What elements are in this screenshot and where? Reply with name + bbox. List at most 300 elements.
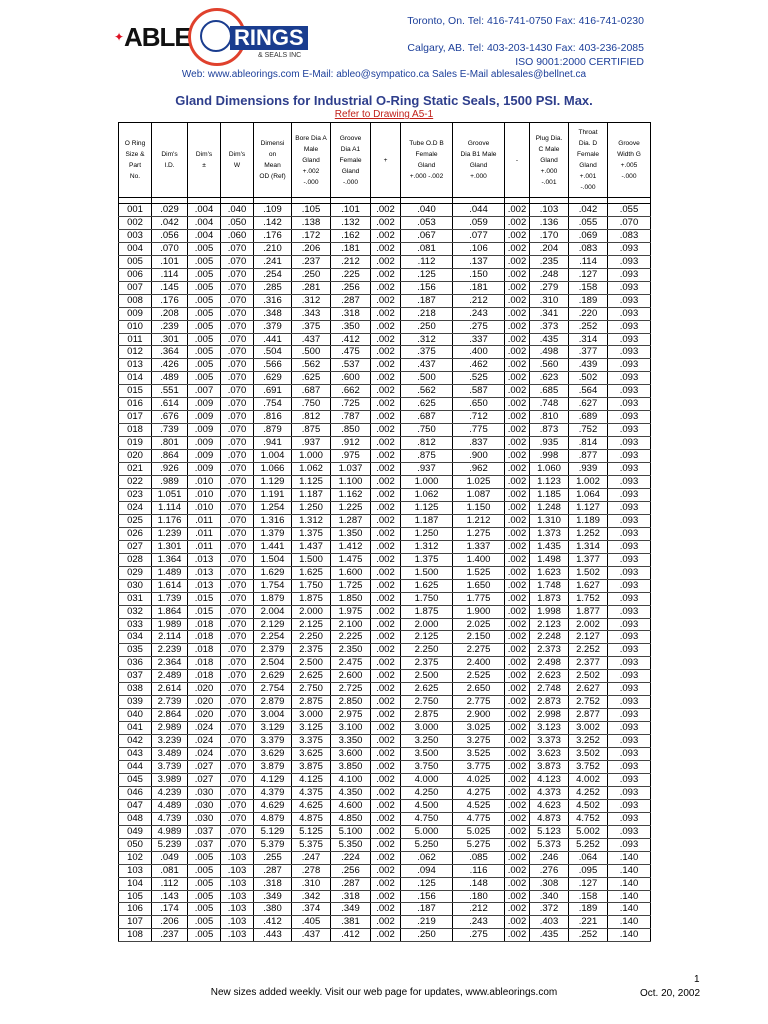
table-cell: .070 — [221, 450, 254, 463]
table-cell: .412 — [331, 929, 371, 942]
table-cell: 3.002 — [569, 722, 608, 735]
table-cell: .081 — [401, 242, 453, 255]
table-cell: 042 — [119, 735, 152, 748]
table-cell: 5.129 — [254, 825, 292, 838]
table-cell: 4.252 — [569, 786, 608, 799]
table-cell: 2.748 — [530, 683, 569, 696]
table-cell: .070 — [221, 527, 254, 540]
table-cell: .011 — [188, 514, 221, 527]
table-cell: 1.725 — [331, 579, 371, 592]
table-cell: 3.502 — [569, 748, 608, 761]
table-cell: .070 — [221, 501, 254, 514]
table-cell: .158 — [569, 890, 608, 903]
table-cell: .103 — [221, 903, 254, 916]
table-cell: 3.775 — [453, 760, 505, 773]
table-cell: .002 — [371, 398, 401, 411]
table-cell: .662 — [331, 385, 371, 398]
table-cell: .093 — [608, 307, 651, 320]
table-cell: .002 — [371, 216, 401, 229]
table-cell: .206 — [152, 916, 188, 929]
table-cell: 1.000 — [292, 450, 331, 463]
table-cell: .002 — [505, 333, 530, 346]
table-cell: 1.441 — [254, 540, 292, 553]
table-cell: .083 — [569, 242, 608, 255]
table-cell: .002 — [371, 786, 401, 799]
table-cell: 1.037 — [331, 463, 371, 476]
table-cell: .350 — [331, 320, 371, 333]
table-cell: .002 — [505, 877, 530, 890]
table-cell: .002 — [371, 488, 401, 501]
table-cell: .562 — [401, 385, 453, 398]
table-cell: .208 — [152, 307, 188, 320]
table-cell: .002 — [371, 890, 401, 903]
table-cell: .256 — [331, 864, 371, 877]
table-cell: 1.750 — [292, 579, 331, 592]
table-cell: 1.752 — [569, 592, 608, 605]
table-cell: 035 — [119, 644, 152, 657]
table-cell: .002 — [505, 929, 530, 942]
table-cell: 1.337 — [453, 540, 505, 553]
table-cell: .206 — [292, 242, 331, 255]
table-cell: .566 — [254, 359, 292, 372]
table-cell: 2.129 — [254, 618, 292, 631]
table-cell: .002 — [505, 463, 530, 476]
table-cell: .002 — [371, 553, 401, 566]
table-cell: .005 — [188, 851, 221, 864]
table-cell: .337 — [453, 333, 505, 346]
table-cell: .252 — [569, 320, 608, 333]
table-cell: .002 — [505, 579, 530, 592]
table-cell: .136 — [530, 216, 569, 229]
table-cell: 1.239 — [152, 527, 188, 540]
table-cell: .374 — [292, 903, 331, 916]
table-cell: 1.314 — [569, 540, 608, 553]
table-cell: .140 — [608, 877, 651, 890]
table-cell: 1.375 — [292, 527, 331, 540]
column-header: Dim's ± — [188, 123, 221, 198]
table-cell: 1.989 — [152, 618, 188, 631]
column-header: Plug Dia. C Male Gland +.000 -.001 — [530, 123, 569, 198]
table-cell: 021 — [119, 463, 152, 476]
table-cell: .067 — [401, 229, 453, 242]
table-cell: 1.252 — [569, 527, 608, 540]
table-cell: 4.000 — [401, 773, 453, 786]
table-cell: 2.125 — [292, 618, 331, 631]
table-cell: 102 — [119, 851, 152, 864]
table-cell: .562 — [292, 359, 331, 372]
table-cell: .221 — [569, 916, 608, 929]
table-row — [119, 450, 651, 463]
page-number: 1 — [694, 974, 700, 985]
table-cell: .093 — [608, 670, 651, 683]
table-cell: .093 — [608, 372, 651, 385]
table-cell: .210 — [254, 242, 292, 255]
table-cell: 1.650 — [453, 579, 505, 592]
table-cell: 1.248 — [530, 501, 569, 514]
table-cell: .018 — [188, 631, 221, 644]
table-cell: 1.379 — [254, 527, 292, 540]
table-cell: 2.879 — [254, 696, 292, 709]
table-cell: .002 — [371, 851, 401, 864]
inner-ring-icon — [200, 20, 232, 52]
table-cell: .002 — [505, 488, 530, 501]
table-cell: 1.489 — [152, 566, 188, 579]
table-cell: .103 — [221, 916, 254, 929]
table-cell: .013 — [188, 553, 221, 566]
table-cell: .093 — [608, 825, 651, 838]
table-cell: .030 — [188, 812, 221, 825]
table-row — [119, 398, 651, 411]
table-cell: .002 — [505, 437, 530, 450]
table-cell: .225 — [331, 268, 371, 281]
table-cell: .093 — [608, 255, 651, 268]
table-cell: .081 — [152, 864, 188, 877]
table-cell: .750 — [292, 398, 331, 411]
table-cell: 4.375 — [292, 786, 331, 799]
table-cell: .002 — [505, 618, 530, 631]
table-cell: .093 — [608, 450, 651, 463]
table-cell: .002 — [371, 437, 401, 450]
table-cell: 2.873 — [530, 696, 569, 709]
table-cell: 1.864 — [152, 605, 188, 618]
table-cell: .018 — [188, 644, 221, 657]
table-row — [119, 812, 651, 825]
table-cell: .093 — [608, 501, 651, 514]
drawing-reference-link[interactable]: Refer to Drawing A5-1 — [334, 109, 434, 120]
table-cell: 1.025 — [453, 476, 505, 489]
table-cell: .125 — [401, 877, 453, 890]
table-cell: .725 — [331, 398, 371, 411]
table-cell: .814 — [569, 437, 608, 450]
table-cell: .712 — [453, 411, 505, 424]
table-cell: .002 — [505, 268, 530, 281]
table-cell: .070 — [221, 799, 254, 812]
table-cell: .002 — [505, 644, 530, 657]
table-row — [119, 333, 651, 346]
company-logo — [114, 12, 318, 62]
table-cell: .002 — [505, 760, 530, 773]
table-row — [119, 748, 651, 761]
table-cell: 2.125 — [401, 631, 453, 644]
table-cell: .085 — [453, 851, 505, 864]
table-row — [119, 320, 651, 333]
table-cell: 2.225 — [331, 631, 371, 644]
table-cell: .093 — [608, 488, 651, 501]
table-cell: .042 — [152, 216, 188, 229]
table-cell: .009 — [188, 424, 221, 437]
table-cell: 4.125 — [292, 773, 331, 786]
table-cell: .373 — [530, 320, 569, 333]
table-cell: .005 — [188, 877, 221, 890]
table-cell: .002 — [371, 372, 401, 385]
table-cell: 2.250 — [401, 644, 453, 657]
table-cell: .002 — [505, 657, 530, 670]
table-cell: 3.250 — [401, 735, 453, 748]
table-row — [119, 916, 651, 929]
table-row — [119, 799, 651, 812]
table-cell: 2.629 — [254, 670, 292, 683]
table-cell: .002 — [371, 773, 401, 786]
table-cell: 1.002 — [569, 476, 608, 489]
table-cell: 2.600 — [331, 670, 371, 683]
table-cell: 008 — [119, 294, 152, 307]
table-cell: 3.875 — [292, 760, 331, 773]
table-cell: .093 — [608, 760, 651, 773]
table-cell: .049 — [152, 851, 188, 864]
table-cell: .093 — [608, 527, 651, 540]
column-header: Dim's I.D. — [152, 123, 188, 198]
table-cell: 2.252 — [569, 644, 608, 657]
table-cell: 1.000 — [401, 476, 453, 489]
table-cell: 2.864 — [152, 709, 188, 722]
table-cell: 3.629 — [254, 748, 292, 761]
table-cell: .962 — [453, 463, 505, 476]
table-cell: .070 — [221, 709, 254, 722]
table-cell: 5.379 — [254, 838, 292, 851]
table-cell: .002 — [505, 696, 530, 709]
table-cell: 1.850 — [331, 592, 371, 605]
table-cell: .070 — [221, 748, 254, 761]
table-cell: .070 — [221, 540, 254, 553]
table-cell: .998 — [530, 450, 569, 463]
table-cell: .002 — [371, 333, 401, 346]
table-cell: .748 — [530, 398, 569, 411]
table-cell: 1.004 — [254, 450, 292, 463]
table-cell: .310 — [530, 294, 569, 307]
table-cell: .005 — [188, 255, 221, 268]
table-cell: 003 — [119, 229, 152, 242]
table-cell: .614 — [152, 398, 188, 411]
table-cell: 3.123 — [530, 722, 569, 735]
table-cell: .379 — [254, 320, 292, 333]
table-cell: 106 — [119, 903, 152, 916]
table-cell: .002 — [371, 514, 401, 527]
table-cell: .070 — [221, 268, 254, 281]
table-cell: 4.100 — [331, 773, 371, 786]
table-cell: 1.087 — [453, 488, 505, 501]
table-cell: 1.060 — [530, 463, 569, 476]
table-cell: 1.900 — [453, 605, 505, 618]
table-cell: .439 — [569, 359, 608, 372]
table-cell: 4.625 — [292, 799, 331, 812]
table-cell: 2.877 — [569, 709, 608, 722]
table-cell: .005 — [188, 890, 221, 903]
table-cell: .189 — [569, 903, 608, 916]
table-cell: .002 — [505, 605, 530, 618]
table-cell: 2.004 — [254, 605, 292, 618]
table-cell: .281 — [292, 281, 331, 294]
table-cell: .002 — [505, 385, 530, 398]
table-cell: .256 — [331, 281, 371, 294]
table-cell: 2.625 — [292, 670, 331, 683]
table-cell: .002 — [505, 553, 530, 566]
table-cell: .739 — [152, 424, 188, 437]
table-cell: 2.614 — [152, 683, 188, 696]
table-cell: .002 — [505, 242, 530, 255]
table-cell: .941 — [254, 437, 292, 450]
table-cell: 3.625 — [292, 748, 331, 761]
table-row — [119, 424, 651, 437]
table-cell: .029 — [152, 204, 188, 217]
table-cell: 4.873 — [530, 812, 569, 825]
table-cell: 1.739 — [152, 592, 188, 605]
table-cell: 1.064 — [569, 488, 608, 501]
table-cell: .812 — [401, 437, 453, 450]
table-cell: .015 — [188, 605, 221, 618]
table-cell: 3.129 — [254, 722, 292, 735]
table-cell: .011 — [188, 527, 221, 540]
table-cell: 2.400 — [453, 657, 505, 670]
table-cell: 009 — [119, 307, 152, 320]
table-cell: 1.877 — [569, 605, 608, 618]
calgary-contact: Calgary, AB. Tel: 403-203-1430 Fax: 403-236-2085 — [407, 42, 644, 54]
table-cell: 3.239 — [152, 735, 188, 748]
table-cell: 3.989 — [152, 773, 188, 786]
table-cell: .002 — [371, 735, 401, 748]
table-cell: .002 — [371, 799, 401, 812]
table-cell: .013 — [188, 566, 221, 579]
table-cell: 1.373 — [530, 527, 569, 540]
table-cell: .093 — [608, 514, 651, 527]
table-cell: .070 — [221, 320, 254, 333]
table-cell: .975 — [331, 450, 371, 463]
table-cell: 4.525 — [453, 799, 505, 812]
table-cell: .239 — [152, 320, 188, 333]
table-cell: .093 — [608, 696, 651, 709]
table-cell: .441 — [254, 333, 292, 346]
table-cell: 1.754 — [254, 579, 292, 592]
table-cell: .070 — [221, 592, 254, 605]
table-cell: 1.250 — [401, 527, 453, 540]
table-cell: .318 — [254, 877, 292, 890]
table-cell: .002 — [371, 748, 401, 761]
table-cell: .002 — [505, 398, 530, 411]
table-cell: .070 — [221, 722, 254, 735]
table-cell: 4.850 — [331, 812, 371, 825]
table-row — [119, 735, 651, 748]
table-cell: 1.614 — [152, 579, 188, 592]
table-cell: .002 — [505, 281, 530, 294]
table-cell: .069 — [569, 229, 608, 242]
table-cell: 3.500 — [401, 748, 453, 761]
table-cell: .752 — [569, 424, 608, 437]
table-cell: .015 — [188, 592, 221, 605]
table-cell: .560 — [530, 359, 569, 372]
table-cell: .004 — [188, 216, 221, 229]
table-cell: 1.185 — [530, 488, 569, 501]
table-cell: .475 — [331, 346, 371, 359]
table-cell: .002 — [371, 631, 401, 644]
table-cell: .002 — [371, 864, 401, 877]
table-cell: .181 — [453, 281, 505, 294]
table-cell: .443 — [254, 929, 292, 942]
table-cell: .002 — [505, 773, 530, 786]
table-cell: 2.025 — [453, 618, 505, 631]
table-cell: 4.350 — [331, 786, 371, 799]
table-cell: .500 — [401, 372, 453, 385]
table-cell: 105 — [119, 890, 152, 903]
table-cell: .002 — [371, 527, 401, 540]
table-cell: .278 — [292, 864, 331, 877]
table-cell: .176 — [152, 294, 188, 307]
table-cell: .158 — [569, 281, 608, 294]
table-cell: .093 — [608, 463, 651, 476]
table-cell: 5.373 — [530, 838, 569, 851]
table-cell: .109 — [254, 204, 292, 217]
table-cell: .403 — [530, 916, 569, 929]
table-cell: 050 — [119, 838, 152, 851]
table-cell: .093 — [608, 281, 651, 294]
table-cell: .112 — [401, 255, 453, 268]
table-cell: .002 — [505, 916, 530, 929]
table-cell: 3.000 — [401, 722, 453, 735]
table-cell: .101 — [152, 255, 188, 268]
table-cell: .002 — [371, 229, 401, 242]
table-cell: 1.875 — [292, 592, 331, 605]
table-row — [119, 476, 651, 489]
table-cell: .010 — [188, 488, 221, 501]
table-cell: .093 — [608, 566, 651, 579]
table-cell: .002 — [505, 424, 530, 437]
table-cell: 2.500 — [292, 657, 331, 670]
table-cell: .002 — [505, 903, 530, 916]
table-cell: .002 — [505, 735, 530, 748]
table-cell: .070 — [221, 281, 254, 294]
table-cell: 019 — [119, 437, 152, 450]
table-cell: 4.752 — [569, 812, 608, 825]
table-cell: .237 — [152, 929, 188, 942]
table-cell: 3.025 — [453, 722, 505, 735]
table-cell: .002 — [505, 722, 530, 735]
table-cell: .341 — [530, 307, 569, 320]
table-cell: .002 — [371, 592, 401, 605]
table-cell: 040 — [119, 709, 152, 722]
table-row — [119, 372, 651, 385]
table-row — [119, 514, 651, 527]
table-cell: 2.900 — [453, 709, 505, 722]
table-cell: .002 — [371, 657, 401, 670]
table-cell: .070 — [608, 216, 651, 229]
table-row — [119, 540, 651, 553]
table-body — [119, 198, 651, 942]
table-cell: .103 — [221, 851, 254, 864]
table-cell: 1.412 — [331, 540, 371, 553]
table-cell: 2.127 — [569, 631, 608, 644]
table-row — [119, 864, 651, 877]
table-cell: 1.066 — [254, 463, 292, 476]
table-cell: 103 — [119, 864, 152, 877]
table-cell: 4.373 — [530, 786, 569, 799]
logo-tagline: & SEALS INC — [258, 52, 302, 59]
table-cell: .285 — [254, 281, 292, 294]
table-cell: .437 — [401, 359, 453, 372]
table-cell: 4.500 — [401, 799, 453, 812]
table-cell: 2.379 — [254, 644, 292, 657]
table-cell: .939 — [569, 463, 608, 476]
table-cell: 4.250 — [401, 786, 453, 799]
table-cell: .070 — [221, 760, 254, 773]
table-cell: .093 — [608, 476, 651, 489]
table-cell: 012 — [119, 346, 152, 359]
table-cell: .002 — [505, 527, 530, 540]
table-cell: .011 — [188, 540, 221, 553]
table-cell: .070 — [221, 437, 254, 450]
table-row — [119, 786, 651, 799]
table-cell: .009 — [188, 450, 221, 463]
table-cell: 2.502 — [569, 670, 608, 683]
table-cell: 2.373 — [530, 644, 569, 657]
table-cell: .377 — [569, 346, 608, 359]
